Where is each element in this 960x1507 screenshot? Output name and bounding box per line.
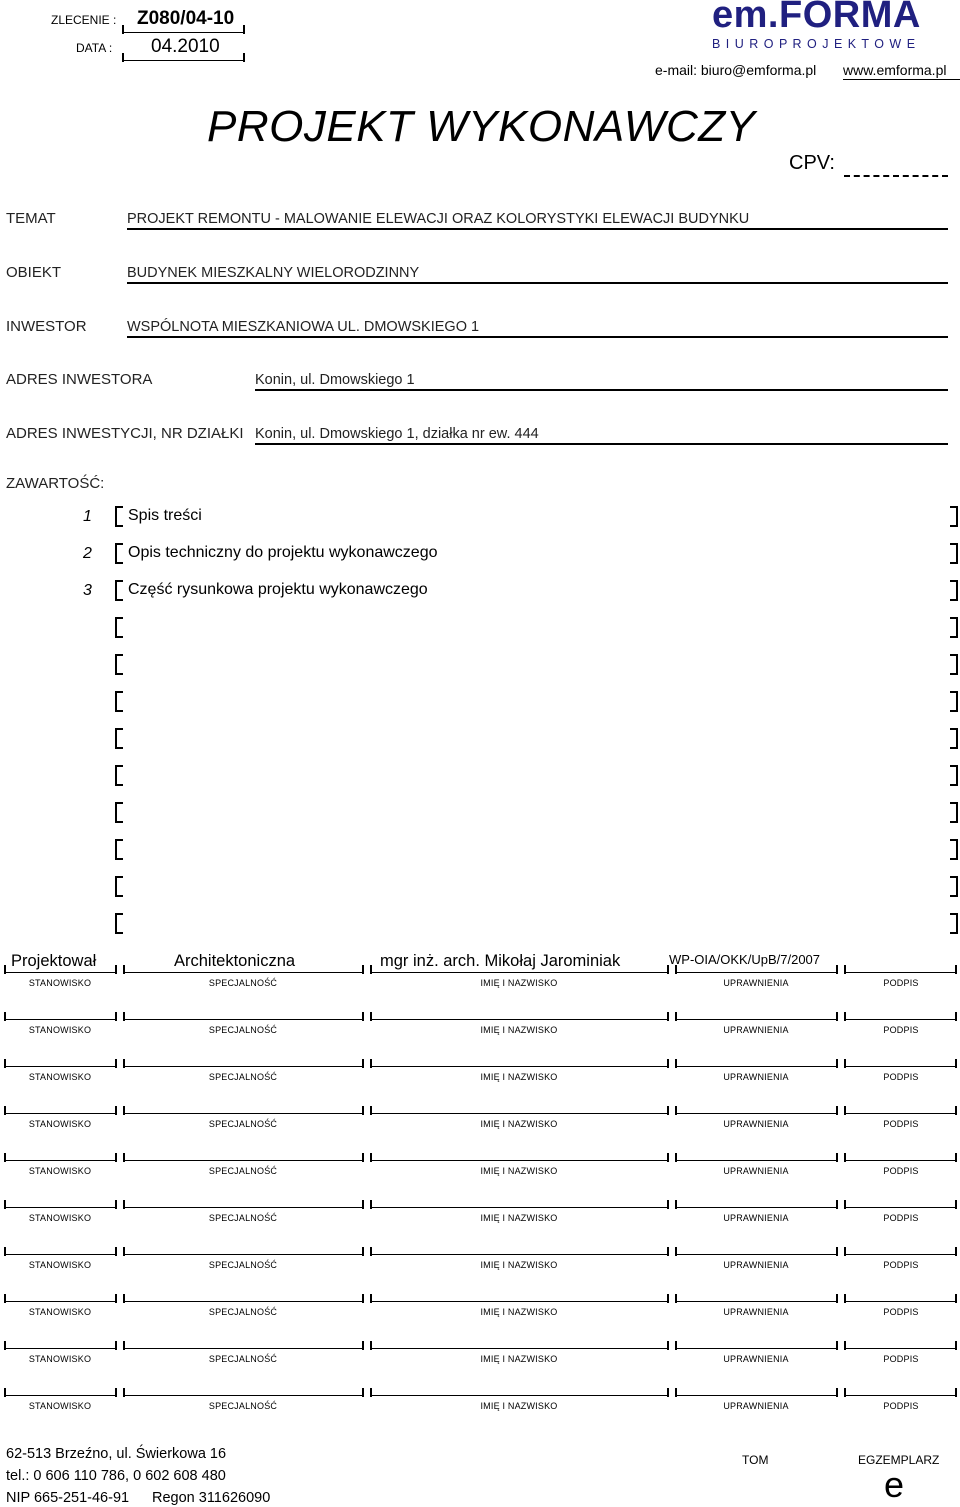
signature-caption-signature: PODPIS (883, 1025, 919, 1035)
signature-tick (836, 1341, 838, 1350)
signature-caption-signature: PODPIS (883, 1307, 919, 1317)
signature-line (675, 1207, 837, 1208)
bracket-left (115, 839, 123, 860)
signature-tick (836, 965, 838, 974)
bracket-right (950, 913, 958, 934)
signature-name: mgr inż. arch. Mikołaj Jarominiak (380, 952, 621, 970)
email-link[interactable]: e-mail: biuro@emforma.pl (655, 62, 817, 78)
signature-tick (844, 965, 846, 974)
signature-tick (955, 965, 957, 974)
signature-line (123, 1019, 363, 1020)
signature-line (370, 1019, 668, 1020)
signature-tick (667, 1341, 669, 1350)
signature-caption-position: STANOWISKO (28, 1025, 92, 1035)
signature-caption-name: IMIĘ I NAZWISKO (480, 1260, 558, 1270)
signature-caption-license: UPRAWNIENIA (723, 978, 789, 988)
signature-position: Projektował (11, 952, 97, 970)
signature-caption-signature: PODPIS (883, 1354, 919, 1364)
signature-caption-position: STANOWISKO (28, 978, 92, 988)
signature-tick (955, 1200, 957, 1209)
signature-tick (955, 1294, 957, 1303)
signature-tick (123, 1200, 125, 1209)
signature-tick (123, 1247, 125, 1256)
signature-tick (667, 1153, 669, 1162)
signature-line (675, 1113, 837, 1114)
signature-line (4, 1348, 116, 1349)
order-label: ZLECENIE : (51, 13, 117, 27)
signature-tick (955, 1153, 957, 1162)
bracket-left (115, 580, 123, 601)
signature-caption-position: STANOWISKO (28, 1260, 92, 1270)
cpv-field (844, 175, 948, 177)
signature-tick (836, 1200, 838, 1209)
signature-tick (836, 1153, 838, 1162)
field-label: INWESTOR (6, 318, 87, 335)
signature-line (844, 972, 956, 973)
signature-tick (955, 1012, 957, 1021)
signature-line (370, 1395, 668, 1396)
signature-tick (115, 1247, 117, 1256)
signature-line (370, 1207, 668, 1208)
signature-line (844, 1207, 956, 1208)
signature-tick (123, 1059, 125, 1068)
bracket-right (950, 728, 958, 749)
copy-value: e (884, 1464, 905, 1505)
signature-caption-signature: PODPIS (883, 1401, 919, 1411)
signature-tick (4, 1106, 6, 1115)
signature-line (844, 1395, 956, 1396)
signature-tick (123, 1388, 125, 1397)
signature-tick (362, 1153, 364, 1162)
bracket-left (115, 506, 123, 527)
signature-tick (675, 1247, 677, 1256)
signature-tick (123, 965, 125, 974)
signature-tick (844, 1388, 846, 1397)
brand-logo: em.FORMA (712, 0, 921, 36)
signature-line (123, 1160, 363, 1161)
bracket-right (950, 506, 958, 527)
signature-tick (370, 1388, 372, 1397)
signature-caption-position: STANOWISKO (28, 1072, 92, 1082)
signature-tick (955, 1059, 957, 1068)
signature-tick (4, 1153, 6, 1162)
signature-tick (370, 1294, 372, 1303)
signature-tick (115, 965, 117, 974)
signature-caption-specialty: SPECJALNOŚĆ (208, 1025, 278, 1035)
signature-caption-license: UPRAWNIENIA (723, 1260, 789, 1270)
signature-line (370, 1254, 668, 1255)
signature-tick (667, 1200, 669, 1209)
contents-text: Część rysunkowa projektu wykonawczego (128, 581, 428, 598)
signature-line (675, 1160, 837, 1161)
bracket-left (115, 691, 123, 712)
signature-caption-name: IMIĘ I NAZWISKO (480, 1307, 558, 1317)
signature-tick (844, 1247, 846, 1256)
signature-caption-signature: PODPIS (883, 1260, 919, 1270)
signature-line (123, 1113, 363, 1114)
signature-tick (370, 1059, 372, 1068)
field-value: Konin, ul. Dmowskiego 1 (255, 372, 415, 388)
copy-label: EGZEMPLARZ (858, 1453, 940, 1467)
signature-line (370, 1160, 668, 1161)
signature-line (675, 972, 837, 973)
signature-caption-signature: PODPIS (883, 978, 919, 988)
signature-tick (370, 1153, 372, 1162)
bracket-left (115, 617, 123, 638)
signature-tick (675, 1200, 677, 1209)
bracket-left (115, 543, 123, 564)
signature-tick (115, 1012, 117, 1021)
bracket-right (950, 765, 958, 786)
footer-address: 62-513 Brzeźno, ul. Świerkowa 16 (6, 1446, 227, 1462)
signature-tick (675, 1059, 677, 1068)
bracket-right (950, 876, 958, 897)
field-label: TEMAT (6, 210, 56, 227)
signature-tick (362, 1388, 364, 1397)
cpv-label: CPV: (789, 152, 835, 174)
signature-line (4, 1254, 116, 1255)
bracket-left (115, 765, 123, 786)
signature-caption-name: IMIĘ I NAZWISKO (480, 1354, 558, 1364)
signature-tick (362, 1012, 364, 1021)
signature-tick (955, 1247, 957, 1256)
signature-caption-position: STANOWISKO (28, 1307, 92, 1317)
signature-tick (115, 1153, 117, 1162)
signature-line (4, 1207, 116, 1208)
signature-tick (123, 1294, 125, 1303)
signature-caption-license: UPRAWNIENIA (723, 1401, 789, 1411)
signature-caption-name: IMIĘ I NAZWISKO (480, 1072, 558, 1082)
signature-caption-signature: PODPIS (883, 1119, 919, 1129)
field-label: ADRES INWESTORA (6, 371, 153, 388)
contents-number: 3 (83, 582, 92, 599)
signature-tick (675, 1106, 677, 1115)
signature-tick (362, 1341, 364, 1350)
signature-tick (4, 1388, 6, 1397)
signature-caption-specialty: SPECJALNOŚĆ (208, 1213, 278, 1223)
signature-tick (667, 1012, 669, 1021)
signature-caption-name: IMIĘ I NAZWISKO (480, 1119, 558, 1129)
signature-tick (4, 1059, 6, 1068)
signature-tick (675, 1388, 677, 1397)
signature-line (123, 1207, 363, 1208)
signature-tick (836, 1294, 838, 1303)
signature-tick (955, 1388, 957, 1397)
signature-caption-signature: PODPIS (883, 1166, 919, 1176)
field-value: Konin, ul. Dmowskiego 1, działka nr ew. 444 (255, 426, 539, 442)
signature-tick (844, 1341, 846, 1350)
signature-tick (362, 1200, 364, 1209)
bracket-right (950, 543, 958, 564)
signature-tick (667, 1247, 669, 1256)
signature-caption-position: STANOWISKO (28, 1119, 92, 1129)
signature-line (844, 1301, 956, 1302)
field-value: BUDYNEK MIESZKALNY WIELORODZINNY (127, 265, 420, 281)
signature-tick (123, 1341, 125, 1350)
signature-caption-position: STANOWISKO (28, 1401, 92, 1411)
field-underline (127, 282, 948, 284)
signature-caption-name: IMIĘ I NAZWISKO (480, 978, 558, 988)
signature-line (123, 972, 363, 973)
signature-tick (4, 1200, 6, 1209)
bracket-left (115, 654, 123, 675)
signature-line (4, 1066, 116, 1067)
signature-caption-license: UPRAWNIENIA (723, 1213, 789, 1223)
signature-tick (844, 1059, 846, 1068)
signature-caption-specialty: SPECJALNOŚĆ (208, 1260, 278, 1270)
footer-nip: NIP 665-251-46-91 (6, 1490, 130, 1506)
signature-line (844, 1019, 956, 1020)
signature-tick (362, 1106, 364, 1115)
signature-caption-specialty: SPECJALNOŚĆ (208, 1072, 278, 1082)
signature-caption-name: IMIĘ I NAZWISKO (480, 1213, 558, 1223)
signature-caption-specialty: SPECJALNOŚĆ (208, 1166, 278, 1176)
bracket-right (950, 839, 958, 860)
signature-tick (115, 1200, 117, 1209)
signature-tick (836, 1012, 838, 1021)
signature-tick (844, 1106, 846, 1115)
signature-line (844, 1254, 956, 1255)
signature-tick (370, 1012, 372, 1021)
signature-line (4, 1160, 116, 1161)
volume-label: TOM (742, 1453, 769, 1467)
contents-label: ZAWARTOŚĆ: (6, 475, 105, 492)
signature-tick (4, 1247, 6, 1256)
signature-tick (955, 1106, 957, 1115)
signature-line (123, 1395, 363, 1396)
signature-line (675, 1066, 837, 1067)
signature-tick (844, 1153, 846, 1162)
signature-tick (667, 1106, 669, 1115)
signature-tick (362, 1247, 364, 1256)
bracket-right (950, 617, 958, 638)
contents-text: Spis treści (128, 507, 202, 524)
signature-tick (4, 1294, 6, 1303)
signature-caption-license: UPRAWNIENIA (723, 1307, 789, 1317)
signature-caption-position: STANOWISKO (28, 1213, 92, 1223)
bracket-left (115, 913, 123, 934)
field-underline (255, 389, 948, 391)
field-label: ADRES INWESTYCJI, NR DZIAŁKI (6, 425, 244, 442)
signature-tick (362, 1059, 364, 1068)
signature-tick (123, 1106, 125, 1115)
signature-caption-license: UPRAWNIENIA (723, 1025, 789, 1035)
signature-tick (675, 965, 677, 974)
signature-tick (115, 1106, 117, 1115)
field-value: WSPÓLNOTA MIESZKANIOWA UL. DMOWSKIEGO 1 (127, 319, 480, 335)
signature-line (123, 1348, 363, 1349)
signature-tick (844, 1012, 846, 1021)
signature-tick (370, 965, 372, 974)
signature-tick (667, 1059, 669, 1068)
signature-tick (362, 1294, 364, 1303)
bracket-right (950, 691, 958, 712)
signature-line (675, 1395, 837, 1396)
signature-tick (836, 1059, 838, 1068)
page-title: PROJEKT WYKONAWCZY (207, 102, 756, 151)
signature-tick (115, 1059, 117, 1068)
signature-line (370, 1113, 668, 1114)
signature-tick (370, 1106, 372, 1115)
signature-line (675, 1301, 837, 1302)
signature-tick (836, 1388, 838, 1397)
signature-line (370, 1301, 668, 1302)
website-link[interactable]: www.emforma.pl (843, 62, 947, 78)
signature-tick (370, 1200, 372, 1209)
signature-tick (675, 1294, 677, 1303)
signature-tick (4, 1341, 6, 1350)
field-value: PROJEKT REMONTU - MALOWANIE ELEWACJI ORAZ KOLORYSTYKI ELEWACJI BUDYNKU (127, 211, 750, 227)
signature-line (844, 1160, 956, 1161)
bracket-right (950, 802, 958, 823)
signature-caption-specialty: SPECJALNOŚĆ (208, 1307, 278, 1317)
bracket-left (115, 802, 123, 823)
signature-license: WP-OIA/OKK/UpB/7/2007 (669, 952, 821, 967)
signature-tick (844, 1294, 846, 1303)
signature-tick (362, 965, 364, 974)
signature-caption-signature: PODPIS (883, 1213, 919, 1223)
signature-tick (675, 1341, 677, 1350)
signature-caption-license: UPRAWNIENIA (723, 1166, 789, 1176)
signature-caption-specialty: SPECJALNOŚĆ (208, 1119, 278, 1129)
signature-tick (115, 1341, 117, 1350)
signature-line (123, 1066, 363, 1067)
signature-tick (675, 1012, 677, 1021)
brand-tagline: B I U R O P R O J E K T O W E (712, 37, 917, 51)
bracket-right (950, 580, 958, 601)
signature-caption-specialty: SPECJALNOŚĆ (208, 1354, 278, 1364)
signature-line (675, 1348, 837, 1349)
signature-caption-position: STANOWISKO (28, 1166, 92, 1176)
contents-number: 2 (83, 545, 92, 562)
signature-tick (844, 1200, 846, 1209)
signature-line (370, 972, 668, 973)
signature-caption-name: IMIĘ I NAZWISKO (480, 1166, 558, 1176)
signature-tick (115, 1388, 117, 1397)
signature-caption-license: UPRAWNIENIA (723, 1072, 789, 1082)
footer-phone: tel.: 0 606 110 786, 0 602 608 480 (6, 1468, 226, 1484)
signature-line (4, 1113, 116, 1114)
contents-text: Opis techniczny do projektu wykonawczego (128, 544, 438, 561)
signature-line (844, 1348, 956, 1349)
signature-tick (675, 1153, 677, 1162)
signature-line (4, 1301, 116, 1302)
signature-line (4, 972, 116, 973)
signature-line (123, 1301, 363, 1302)
signature-tick (123, 1012, 125, 1021)
signature-caption-specialty: SPECJALNOŚĆ (208, 1401, 278, 1411)
signature-caption-signature: PODPIS (883, 1072, 919, 1082)
signature-tick (667, 1294, 669, 1303)
field-underline (127, 228, 948, 230)
signature-line (675, 1254, 837, 1255)
signature-tick (370, 1247, 372, 1256)
bracket-left (115, 876, 123, 897)
signature-caption-name: IMIĘ I NAZWISKO (480, 1401, 558, 1411)
signature-caption-position: STANOWISKO (28, 1354, 92, 1364)
signature-tick (115, 1294, 117, 1303)
footer-regon: Regon 311626090 (152, 1490, 271, 1506)
signature-tick (370, 1341, 372, 1350)
signature-line (4, 1395, 116, 1396)
date-label: DATA : (76, 41, 113, 55)
date-value: 04.2010 (151, 36, 220, 57)
signature-specialty: Architektoniczna (174, 952, 296, 970)
signature-tick (4, 1012, 6, 1021)
signature-line (370, 1066, 668, 1067)
signature-caption-license: UPRAWNIENIA (723, 1119, 789, 1129)
signature-line (675, 1019, 837, 1020)
bracket-left (115, 728, 123, 749)
signature-line (123, 1254, 363, 1255)
signature-tick (836, 1247, 838, 1256)
signature-tick (836, 1106, 838, 1115)
signature-tick (667, 1388, 669, 1397)
signature-line (4, 1019, 116, 1020)
bracket-right (950, 654, 958, 675)
field-underline (255, 443, 948, 445)
contents-number: 1 (83, 508, 92, 525)
signature-caption-name: IMIĘ I NAZWISKO (480, 1025, 558, 1035)
signature-caption-specialty: SPECJALNOŚĆ (208, 978, 278, 988)
signature-tick (123, 1153, 125, 1162)
signature-tick (4, 965, 6, 974)
field-label: OBIEKT (6, 264, 62, 281)
signature-tick (955, 1341, 957, 1350)
field-underline (127, 336, 948, 338)
order-value: Z080/04-10 (137, 8, 235, 29)
signature-line (844, 1113, 956, 1114)
signature-line (370, 1348, 668, 1349)
signature-line (844, 1066, 956, 1067)
signature-caption-license: UPRAWNIENIA (723, 1354, 789, 1364)
